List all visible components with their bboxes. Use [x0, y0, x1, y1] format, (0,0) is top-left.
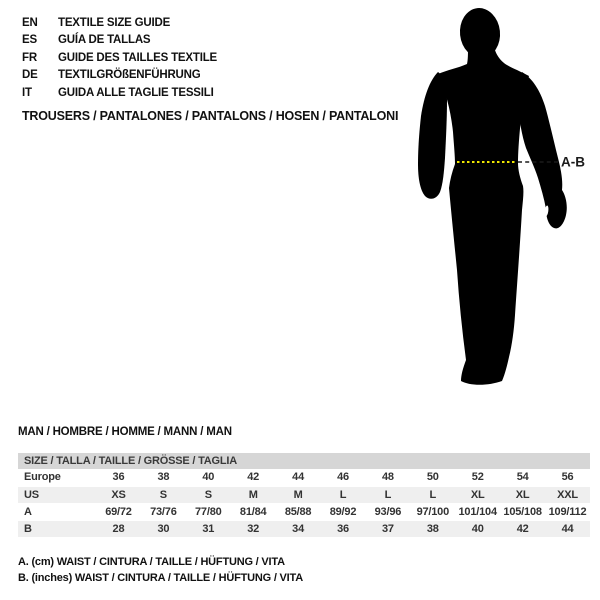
size-cell: S — [186, 486, 231, 503]
size-cell: 44 — [276, 469, 321, 486]
row-label: US — [18, 486, 96, 503]
size-cell: 46 — [321, 469, 366, 486]
table-row-europe — [18, 469, 590, 486]
language-title: GUIDE DES TAILLES TEXTILE — [58, 51, 217, 64]
size-cell: 32 — [231, 520, 276, 537]
language-row-en — [22, 15, 217, 32]
language-code: ES — [22, 34, 37, 47]
language-title: TEXTILE SIZE GUIDE — [58, 17, 171, 29]
language-row-de — [22, 67, 217, 84]
size-cell: 40 — [186, 469, 231, 486]
size-cell: 44 — [545, 520, 590, 537]
size-table-header: SIZE / TALLA / TAILLE / GRÖSSE / TAGLIA — [18, 453, 590, 469]
size-cell: 101/104 — [455, 503, 500, 520]
size-cell: XL — [455, 486, 500, 503]
size-cell: 50 — [410, 469, 455, 486]
size-cell: 93/96 — [365, 503, 410, 520]
gender-section-title: MAN / HOMBRE / HOMME / MANN / MAN — [18, 426, 232, 438]
table-row-us — [18, 486, 590, 503]
size-cell: 31 — [186, 520, 231, 537]
size-cell: 42 — [231, 469, 276, 486]
language-row-fr — [22, 50, 217, 67]
size-cell: 69/72 — [96, 503, 141, 520]
silhouette-body — [438, 46, 529, 385]
size-cell: 73/76 — [141, 503, 186, 520]
size-cell: 36 — [96, 469, 141, 486]
size-cell: 109/112 — [545, 503, 590, 520]
size-cell: 36 — [321, 520, 366, 537]
size-cell: XL — [500, 486, 545, 503]
size-table-header-row — [18, 453, 590, 469]
size-cell: 54 — [500, 469, 545, 486]
language-title: GUIDA ALLE TAGLIE TESSILI — [58, 86, 214, 99]
table-row-b-inches — [18, 520, 590, 537]
size-cell: 85/88 — [276, 503, 321, 520]
footnote-b: B. (inches) WAIST / CINTURA / TAILLE / HÜFTUNG / VITA — [18, 571, 303, 584]
size-cell: 34 — [276, 520, 321, 537]
size-cell: 52 — [455, 469, 500, 486]
language-row-es — [22, 32, 217, 49]
size-table — [18, 453, 590, 538]
size-cell: 97/100 — [410, 503, 455, 520]
size-cell: XS — [96, 486, 141, 503]
language-row-it — [22, 85, 217, 102]
size-cell: M — [276, 486, 321, 503]
table-row-a-cm — [18, 503, 590, 520]
language-code: FR — [22, 51, 37, 64]
language-title: TEXTILGRÖßENFÜHRUNG — [58, 69, 201, 82]
language-code: EN — [22, 17, 38, 29]
language-title-list — [22, 15, 217, 102]
silhouette-left-arm — [418, 72, 447, 199]
silhouette-right-arm — [518, 72, 567, 228]
size-cell: S — [141, 486, 186, 503]
size-cell: L — [321, 486, 366, 503]
size-cell: 77/80 — [186, 503, 231, 520]
language-code: IT — [22, 86, 32, 99]
language-code: DE — [22, 69, 38, 82]
size-cell: 105/108 — [500, 503, 545, 520]
size-cell: L — [365, 486, 410, 503]
size-cell: M — [231, 486, 276, 503]
size-cell: XXL — [545, 486, 590, 503]
row-label: B — [18, 520, 96, 537]
size-cell: 40 — [455, 520, 500, 537]
size-cell: 48 — [365, 469, 410, 486]
size-cell: 56 — [545, 469, 590, 486]
size-cell: L — [410, 486, 455, 503]
garment-type-title: TROUSERS / PANTALONES / PANTALONS / HOSEN / PANTALONI — [22, 109, 399, 123]
size-cell: 38 — [141, 469, 186, 486]
size-cell: 81/84 — [231, 503, 276, 520]
language-title: GUÍA DE TALLAS — [58, 34, 151, 47]
size-cell: 38 — [410, 520, 455, 537]
waist-measure-label: A-B — [561, 154, 585, 170]
size-cell: 28 — [96, 520, 141, 537]
footnote-a: A. (cm) WAIST / CINTURA / TAILLE / HÜFTUNG / VITA — [18, 556, 285, 568]
size-cell: 37 — [365, 520, 410, 537]
row-label: Europe — [18, 469, 96, 486]
size-cell: 30 — [141, 520, 186, 537]
man-silhouette-svg — [410, 0, 600, 400]
row-label: A — [18, 503, 96, 520]
measurement-footnotes — [18, 555, 303, 586]
size-cell: 89/92 — [321, 503, 366, 520]
man-silhouette-figure — [410, 0, 600, 400]
size-cell: 42 — [500, 520, 545, 537]
